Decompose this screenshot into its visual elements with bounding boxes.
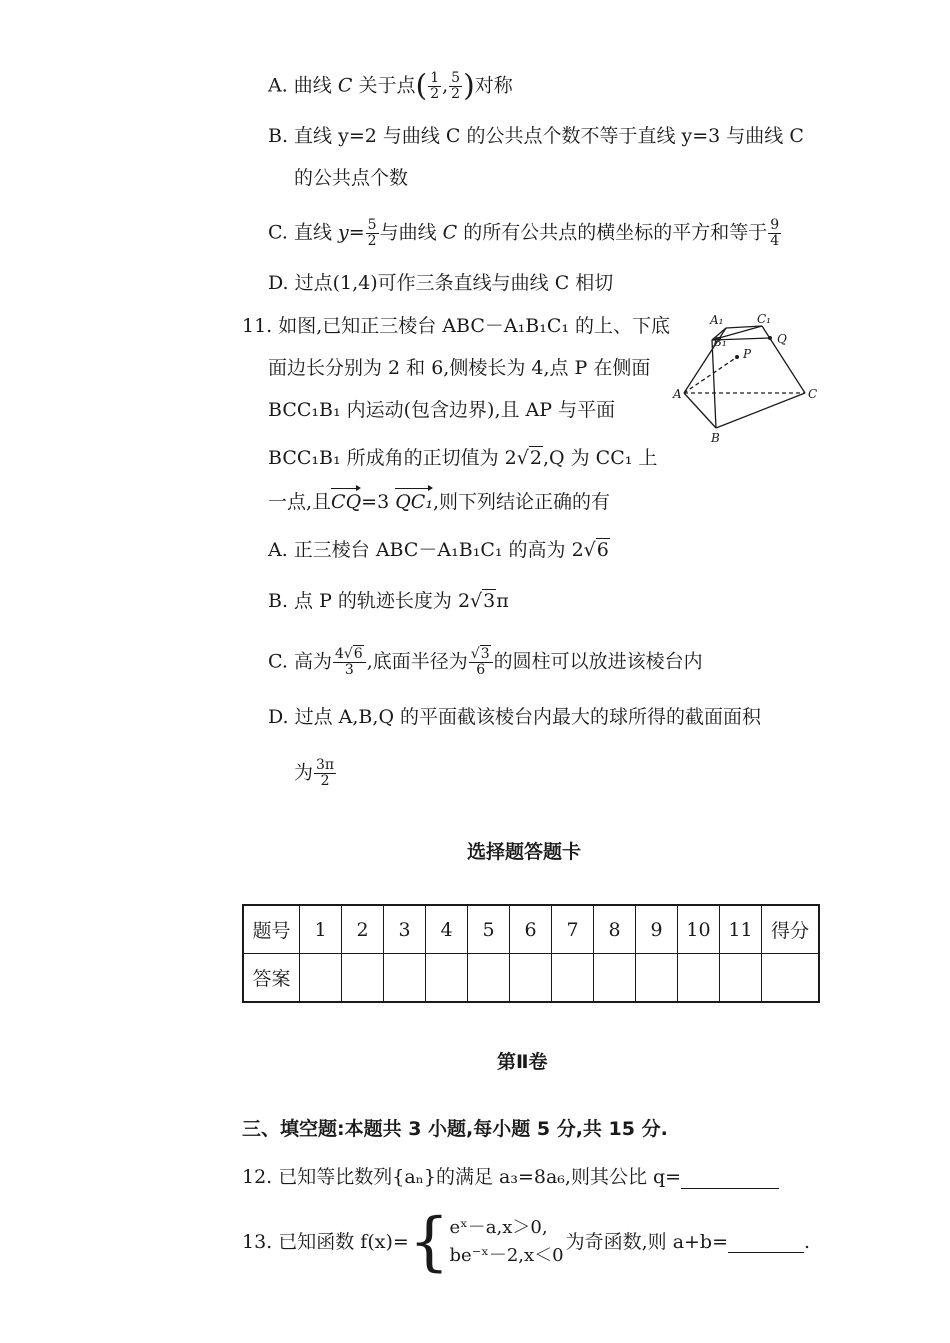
answer-cell[interactable] <box>384 954 426 1003</box>
edge-bb1 <box>712 340 716 428</box>
text: . <box>804 1231 811 1253</box>
vector-cq: CQ <box>331 491 362 513</box>
q11-line4 <box>268 446 657 470</box>
q11-option-b <box>268 589 509 613</box>
fraction <box>449 71 462 102</box>
row-label-number: 题号 <box>243 905 300 954</box>
question-number: 9 <box>636 905 678 954</box>
radicand: 2 <box>529 447 542 469</box>
radicand: 3 <box>483 590 496 612</box>
question-number: 2 <box>342 905 384 954</box>
answer-cell[interactable] <box>594 954 636 1003</box>
radicand: 6 <box>596 539 609 561</box>
denominator: 2 <box>430 86 440 102</box>
score-label: 得分 <box>762 905 820 954</box>
answer-cell[interactable] <box>678 954 720 1003</box>
answer-cell[interactable] <box>720 954 762 1003</box>
question-number: 4 <box>426 905 468 954</box>
q11-line2: 面边长分别为 2 和 6,侧棱长为 4,点 P 在侧面 <box>268 357 651 379</box>
text: π <box>496 590 509 612</box>
case: eˣ－a,x＞0, <box>449 1217 548 1238</box>
q10-option-a <box>268 68 513 104</box>
edge-bc <box>716 393 805 428</box>
text: ,则下列结论正确的有 <box>432 491 611 513</box>
paren-open: ( <box>415 68 428 104</box>
piecewise-cases <box>450 1214 564 1270</box>
label-a1: A₁ <box>710 313 724 327</box>
text: 为 <box>294 761 314 784</box>
fraction <box>333 647 366 678</box>
score-cell[interactable] <box>762 954 820 1003</box>
sqrt: √6 <box>343 646 363 662</box>
denominator: 6 <box>476 662 486 678</box>
paren-close: ) <box>463 68 475 104</box>
answer-cell[interactable] <box>300 954 342 1003</box>
label-p: P <box>743 347 752 361</box>
q11-line3: BCC₁B₁ 内运动(包含边界),且 AP 与平面 <box>268 399 616 421</box>
answer-cell[interactable] <box>510 954 552 1003</box>
answer-blank[interactable] <box>728 1232 804 1253</box>
text: 关于点 <box>358 74 416 97</box>
question-number: 8 <box>594 905 636 954</box>
text: =3 <box>361 491 390 513</box>
text: 为奇函数,则 a+b= <box>565 1231 729 1253</box>
section3-title: 三、填空题:本题共 3 小题,每小题 5 分,共 15 分. <box>242 1118 668 1140</box>
question-number: 1 <box>300 905 342 954</box>
fraction <box>428 71 441 102</box>
vector-qc1: QC₁ <box>395 491 433 513</box>
q10-option-b-line1: B. 直线 y=2 与曲线 C 的公共点个数不等于直线 y=3 与曲线 C <box>268 125 804 147</box>
question-number: 5 <box>468 905 510 954</box>
text: C <box>337 74 353 97</box>
text: A. 正三棱台 ABC－A₁B₁C₁ 的高为 2 <box>268 539 584 561</box>
text: ,Q 为 CC₁ 上 <box>542 447 658 469</box>
label-c1: C₁ <box>757 312 771 326</box>
answer-card-title: 选择题答题卡 <box>467 841 582 863</box>
label-b1: B₁ <box>713 335 727 349</box>
answer-card-table <box>242 904 820 1003</box>
denominator: 4 <box>770 233 780 249</box>
denominator: 2 <box>367 233 377 249</box>
q10-option-d: D. 过点(1,4)可作三条直线与曲线 C 相切 <box>268 272 614 294</box>
q11-option-d-line2 <box>294 758 337 789</box>
text: 一点,且 <box>268 491 332 513</box>
text: 4 <box>334 646 344 662</box>
text: 的圆柱可以放进该棱台内 <box>493 650 703 673</box>
question-number: 11 <box>720 905 762 954</box>
q11-option-d-line1: D. 过点 A,B,Q 的平面截该棱台内最大的球所得的截面面积 <box>268 706 762 728</box>
text: C <box>442 221 458 244</box>
answer-cell[interactable] <box>468 954 510 1003</box>
q12 <box>242 1165 779 1189</box>
frustum-diagram <box>672 310 822 450</box>
row-label-answer: 答案 <box>243 954 300 1003</box>
comma: , <box>442 74 449 97</box>
label-a: A <box>673 387 682 401</box>
sqrt: √3 <box>470 590 496 612</box>
q11-line5 <box>268 490 610 514</box>
text: = <box>348 221 365 244</box>
numerator: 9 <box>770 217 780 233</box>
edge-ab <box>684 393 716 428</box>
text: ,底面半径为 <box>366 650 468 673</box>
answer-cell[interactable] <box>426 954 468 1003</box>
brace-icon: { <box>408 1205 450 1279</box>
answer-cell[interactable] <box>342 954 384 1003</box>
text: y <box>338 221 349 244</box>
label-b: B <box>711 431 720 445</box>
answer-cell[interactable] <box>636 954 678 1003</box>
question-number: 10 <box>678 905 720 954</box>
text: 13. 已知函数 f(x)= <box>242 1231 409 1253</box>
fraction <box>768 218 781 249</box>
numerator: 5 <box>367 217 377 233</box>
numerator: 5 <box>451 70 461 86</box>
radicand: 6 <box>353 646 363 662</box>
question-number: 7 <box>552 905 594 954</box>
fraction <box>366 218 379 249</box>
answer-blank[interactable] <box>681 1168 779 1189</box>
text: 12. 已知等比数列{aₙ}的满足 a₃=8a₆,则其公比 q= <box>242 1166 682 1188</box>
text: C. 高为 <box>268 650 332 673</box>
q11-option-a <box>268 538 610 562</box>
text: A. 曲线 <box>268 74 332 97</box>
part2-title: 第Ⅱ卷 <box>497 1051 548 1073</box>
denominator: 2 <box>320 773 330 789</box>
numerator <box>469 647 493 663</box>
numerator <box>333 647 366 663</box>
fraction <box>469 647 493 678</box>
sqrt: √2 <box>516 447 542 469</box>
q13 <box>242 1203 810 1281</box>
case: be⁻ˣ－2,x＜0 <box>449 1245 564 1266</box>
numerator: 3π <box>316 757 335 773</box>
point-q <box>768 336 772 340</box>
denominator: 2 <box>451 86 461 102</box>
text: 对称 <box>474 74 513 97</box>
fraction <box>314 758 336 789</box>
question-number: 3 <box>384 905 426 954</box>
table-row <box>243 905 819 954</box>
text: 与曲线 <box>379 221 437 244</box>
numerator: 1 <box>430 70 440 86</box>
text: 的所有公共点的横坐标的平方和等于 <box>463 221 768 244</box>
text: B. 点 P 的轨迹长度为 2 <box>268 590 471 612</box>
label-q: Q <box>777 332 787 346</box>
label-c: C <box>808 387 818 401</box>
sqrt: √6 <box>583 539 609 561</box>
sqrt: √3 <box>470 646 490 662</box>
radicand: 3 <box>480 646 490 662</box>
q10-option-c <box>268 218 782 249</box>
q11-option-c <box>268 647 703 678</box>
question-number: 6 <box>510 905 552 954</box>
table-row <box>243 954 819 1003</box>
text: BCC₁B₁ 所成角的正切值为 2 <box>268 447 517 469</box>
answer-cell[interactable] <box>552 954 594 1003</box>
segment-ap-hidden <box>684 357 737 393</box>
q10-option-b-line2: 的公共点个数 <box>294 167 409 189</box>
q11-line1: 11. 如图,已知正三棱台 ABC－A₁B₁C₁ 的上、下底 <box>242 315 671 337</box>
denominator: 3 <box>344 662 354 678</box>
point-p <box>735 355 739 359</box>
text: C. 直线 <box>268 221 332 244</box>
